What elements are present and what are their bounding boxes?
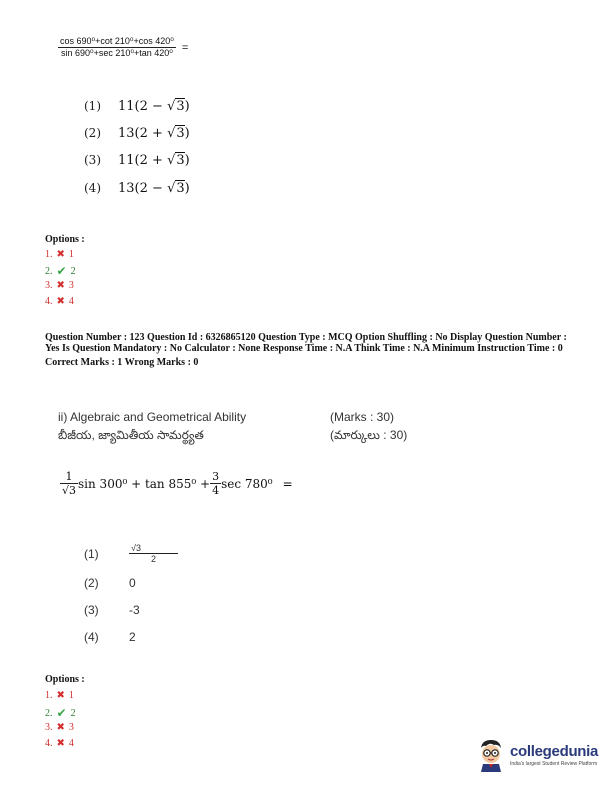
sqrt-symbol: √3: [167, 153, 185, 168]
cross-icon: ✖: [56, 280, 65, 291]
q1-options-heading: Options :: [45, 234, 85, 245]
q2-term-1: sin 300⁰ + tan 855⁰ +: [78, 476, 211, 491]
check-icon: ✔: [56, 264, 67, 278]
q1-choice-3: (3) 11(2 + √3 ): [84, 153, 190, 168]
cross-icon: ✖: [56, 690, 65, 701]
q1-fraction: [58, 36, 176, 59]
q1-choice-1: (1) 11(2 − √3 ): [84, 99, 190, 114]
q1-equals: =: [181, 41, 189, 54]
section-marks-te: (మార్కులు : 30): [330, 428, 408, 442]
q2-fraction-1: $\frac{1}{√3}$: [62, 470, 77, 497]
q1-answer-3: 3. ✖ 3: [45, 280, 74, 291]
sqrt-symbol: √3: [167, 99, 185, 114]
q2-answer-2: 2. ✔ 2: [45, 706, 76, 720]
question-info: [45, 332, 575, 368]
q1-answer-1: 1. ✖ 1: [45, 249, 74, 260]
q1-choice-4: (4) 13(2 − √3 ): [84, 181, 190, 196]
marks-info: Correct Marks : 1 Wrong Marks : 0: [45, 357, 199, 368]
q1-numerator: cos 690⁰+cot 210⁰+cos 420⁰: [60, 36, 174, 46]
q2-choice-4: (4) 2: [84, 630, 136, 644]
cross-icon: ✖: [56, 722, 65, 733]
q2-options-heading: Options :: [45, 674, 85, 685]
q2-expression: [60, 470, 293, 497]
q2-answer-3: 3. ✖ 3: [45, 722, 74, 733]
q2-answer-1: 1. ✖ 1: [45, 690, 74, 701]
question-meta: Question Number : 123 Question Id : 6326865120 Question Type : MCQ Option Shuffling : No Display Question Number : Yes Is Question Mandatory : No Calculator : None Response Time : N.A Think Time : N.A Minimum Instruction Time : 0: [45, 332, 567, 354]
mascot-icon: [476, 738, 506, 772]
q2-choice-3: (3) -3: [84, 603, 140, 617]
q1-answer-2: 2. ✔ 2: [45, 264, 76, 278]
q2-choice-2: (2) 0: [84, 576, 136, 590]
brand-tagline: India's largest Student Review Platform: [510, 761, 598, 767]
section-title-en: ii) Algebraic and Geometrical Ability: [58, 410, 247, 424]
q1-expression: [58, 36, 188, 59]
sqrt-symbol: √3: [167, 126, 185, 141]
section-marks-en: (Marks : 30): [330, 410, 395, 424]
section-title-te: బీజీయ, జ్యామితీయ సామర్థ్యత: [58, 428, 204, 442]
q2-choice-1-fraction: $\frac{√3}{2}$: [129, 543, 178, 564]
q2-equals: =: [282, 476, 293, 491]
sqrt-symbol: √3: [167, 181, 185, 196]
q1-denominator: sin 690⁰+sec 210⁰+tan 420⁰: [60, 48, 173, 58]
q2-choice-1: (1) $\frac{√3}{2}$: [84, 543, 178, 564]
q2-fraction-2: $\frac{3}{4}$: [212, 470, 220, 497]
brand-name: collegedunia: [510, 743, 599, 760]
q2-term-2: sec 780⁰: [221, 476, 273, 491]
q1-choice-2: (2) 13(2 + √3 ): [84, 126, 190, 141]
cross-icon: ✖: [56, 296, 65, 307]
cross-icon: ✖: [56, 738, 65, 749]
collegedunia-logo: [476, 738, 598, 772]
check-icon: ✔: [56, 706, 67, 720]
q1-answer-4: 4. ✖ 4: [45, 296, 74, 307]
q2-answer-4: 4. ✖ 4: [45, 738, 74, 749]
cross-icon: ✖: [56, 249, 65, 260]
